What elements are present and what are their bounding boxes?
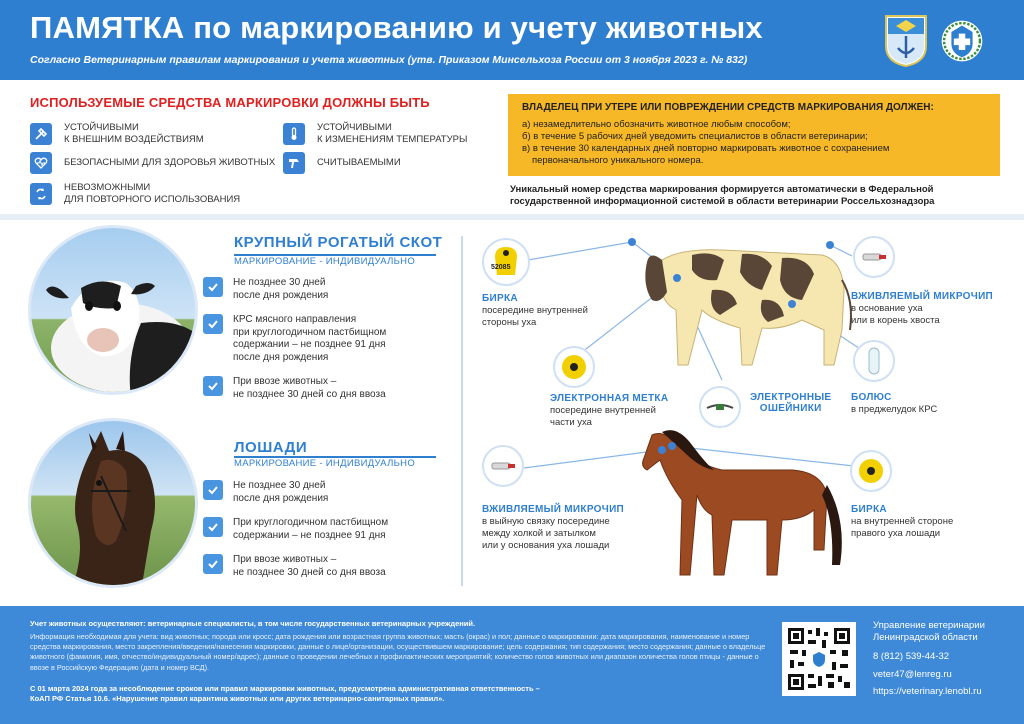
horse-tag-desc-line: на внутренней стороне — [851, 516, 954, 527]
cow-tag-title: БИРКА — [482, 293, 518, 304]
marker-dot — [826, 241, 834, 249]
horse-microchip-desc-line: между холкой и затылком — [482, 528, 596, 539]
thermometer-icon — [283, 123, 305, 145]
cattle-subtitle: МАРКИРОВАНИЕ - ИНДИВИДУАЛЬНО — [234, 256, 416, 267]
collars-title-line: ОШЕЙНИКИ — [759, 403, 822, 414]
horse-microchip-desc — [482, 516, 610, 552]
horses-rule — [203, 480, 328, 505]
cow-microchip-desc-line: или в корень хвоста — [851, 315, 940, 326]
footer-liability-note: С 01 марта 2024 года за несоблюдение сроков или правил маркировки животных, предусмотрена административная ответственность – — [30, 684, 540, 693]
horses-rule-line: При ввозе животных – — [233, 554, 337, 565]
bolus-title: БОЛЮС — [851, 392, 892, 403]
horses-rule-line: содержании – не позднее 91 дня — [233, 529, 386, 541]
cattle-rule — [203, 376, 386, 401]
horse-ear-tag-icon — [850, 450, 892, 492]
microchip-syringe-icon — [482, 445, 524, 487]
means-item-readable — [283, 152, 401, 174]
collars-title — [750, 392, 831, 414]
owner-duty: а) незамедлительно обозначить животное любым способом; — [522, 119, 791, 130]
electronic-tag-desc-line: посередине внутренней — [550, 405, 656, 416]
electronic-collar-icon — [699, 386, 741, 428]
cow-microchip-title: ВЖИВЛЯЕМЫЙ МИКРОЧИП — [851, 291, 994, 302]
footer-info-text: Информация необходимая для учета: вид животных; порода или кросс; дата рождения или возрастная группа животных; масть (окрас) и пол; данные о маркировании: дата маркирования, наименование и номер средства маркирования, место закрепления/введения/нанесения маркировки, данные о лице/организации, осуществившем маркирование; цель содержания; тип содержания; место содержания; данные о владельце животного (фамилия, имя, отчество/индивидуальный номер/адрес); данные о проведении лечебных и профилактических мероприятий; количество голов животных или диапазон количества голов птицы - данные о ввозе в Российскую Федерацию (дата и номер ВСД). — [30, 632, 766, 672]
means-line: НЕВОЗМОЖНЫМИ — [64, 182, 151, 193]
electronic-tag-icon — [553, 346, 595, 388]
checkmark-icon — [203, 314, 223, 334]
checkmark-icon — [203, 517, 223, 537]
owner-duty: б) в течение 5 рабочих дней уведомить специалистов в области ветеринарии; — [522, 131, 868, 142]
means-item-not-reusable — [30, 182, 240, 206]
scanner-icon — [283, 152, 305, 174]
veterinary-emblem-icon — [940, 14, 984, 68]
cattle-rule — [203, 314, 386, 364]
org-email[interactable]: veter47@lenreg.ru — [873, 669, 952, 680]
collars-title-line: ЭЛЕКТРОННЫЕ — [750, 392, 832, 403]
checkmark-icon — [203, 554, 223, 574]
horse-tag-title: БИРКА — [851, 504, 887, 515]
cow-microchip-desc-line: в основание уха — [851, 303, 923, 314]
recycle-icon — [30, 183, 52, 205]
electronic-tag-title: ЭЛЕКТРОННАЯ МЕТКА — [550, 393, 669, 404]
owner-duty: первоначального уникального номера. — [532, 155, 704, 166]
org-name-line: Ленинградской области — [873, 632, 978, 643]
cattle-rule-line: после дня рождения — [233, 351, 329, 363]
means-line: ДЛЯ ПОВТОРНОГО ИСПОЛЬЗОВАНИЯ — [64, 194, 241, 205]
horses-title: ЛОШАДИ — [234, 439, 308, 456]
cattle-rule-line: КРС мясного направления — [233, 314, 357, 325]
unique-number-note-line: Уникальный номер средства маркирования формируется автоматически в Федеральной — [510, 184, 934, 195]
horses-rule — [203, 554, 386, 579]
cattle-rule-line: при круглогодичном пастбищном — [233, 326, 387, 338]
checkmark-icon — [203, 480, 223, 500]
cattle-rule-line: содержании – не позднее 91 дня — [233, 339, 386, 350]
horse-microchip-desc-line: в выйную связку посередине — [482, 516, 610, 527]
owner-duties-title: ВЛАДЕЛЕЦ ПРИ УТЕРЕ ИЛИ ПОВРЕЖДЕНИИ СРЕДСТВ МАРКИРОВАНИЯ ДОЛЖЕН: — [522, 102, 934, 113]
bolus-icon — [853, 340, 895, 382]
horses-rule — [203, 517, 388, 542]
horse-tag-desc — [851, 516, 953, 540]
marker-dot — [788, 300, 796, 308]
horse-microchip-title: ВЖИВЛЯЕМЫЙ МИКРОЧИП — [482, 504, 625, 515]
marker-dot — [673, 274, 681, 282]
owner-duties-box — [508, 94, 1000, 176]
lenobl-coat-of-arms-icon — [884, 14, 928, 68]
means-item-safe — [30, 152, 275, 174]
heart-pulse-icon — [30, 152, 52, 174]
shield-tools-icon — [30, 123, 52, 145]
checkmark-icon — [203, 376, 223, 396]
means-line: УСТОЙЧИВЫМИ — [64, 122, 139, 133]
cow-tag-desc-line: стороны уха — [482, 317, 537, 328]
header-banner — [0, 0, 1024, 80]
unique-number-note — [510, 184, 1000, 208]
means-item-temperature — [283, 122, 467, 146]
horse-photo — [28, 418, 198, 588]
cattle-rule-line: При ввозе животных – — [233, 376, 337, 387]
electronic-tag-desc-line: части уха — [550, 417, 592, 428]
horses-rule-line: При круглогодичном пастбищном — [233, 517, 389, 528]
horses-rule-line: не позднее 30 дней со дня ввоза — [233, 566, 386, 578]
cow-diagram — [645, 250, 851, 365]
cow-microchip-desc — [851, 303, 940, 327]
microchip-syringe-icon — [853, 236, 895, 278]
means-line: СЧИТЫВАЕМЫМИ — [317, 157, 401, 168]
horse-microchip-desc-line: или у основания уха лошади — [482, 540, 610, 551]
cow-photo — [28, 225, 198, 395]
footer-accounting-note: Учет животных осуществляют: ветеринарные специалисты, в том числе государственных ветеринарных учреждений. — [30, 619, 476, 628]
horses-rule-line: после дня рождения — [233, 492, 329, 504]
cattle-rule-line: не позднее 30 дней со дня ввоза — [233, 388, 386, 400]
ear-tag-number: 52085 — [491, 264, 511, 271]
page-subtitle: Согласно Ветеринарным правилам маркирования и учета животных (утв. Приказом Минсельхоза России от 3 ноября 2023 г. № 832) — [30, 54, 748, 66]
cattle-rule — [203, 277, 328, 302]
means-line: УСТОЙЧИВЫМИ — [317, 122, 392, 133]
cow-tag-desc — [482, 305, 588, 329]
electronic-tag-desc — [550, 405, 656, 429]
means-title: ИСПОЛЬЗУЕМЫЕ СРЕДСТВА МАРКИРОВКИ ДОЛЖНЫ БЫТЬ — [30, 95, 430, 110]
cattle-rule-line: Не позднее 30 дней — [233, 277, 326, 288]
marker-dot — [668, 442, 676, 450]
means-line: К ИЗМЕНЕНИЯМ ТЕМПЕРАТУРЫ — [317, 134, 468, 145]
cow-tag-desc-line: посередине внутренней — [482, 305, 588, 316]
org-name-line: Управление ветеринарии — [873, 620, 985, 631]
means-line: К ВНЕШНИМ ВОЗДЕЙСТВИЯМ — [64, 134, 204, 145]
horse-diagram — [643, 430, 842, 575]
bolus-desc: в преджелудок КРС — [851, 404, 938, 415]
org-name — [873, 620, 985, 644]
marker-dot — [628, 238, 636, 246]
horse-tag-desc-line: правого уха лошади — [851, 528, 941, 539]
checkmark-icon — [203, 277, 223, 297]
marker-dot — [658, 446, 666, 454]
footer-law-article: КоАП РФ Статья 10.6. «Нарушение правил карантина животных или других ветеринарно-санитарных правил». — [30, 694, 445, 703]
means-item-external — [30, 122, 204, 146]
cattle-rule-line: после дня рождения — [233, 289, 329, 301]
horses-subtitle: МАРКИРОВАНИЕ - ИНДИВИДУАЛЬНО — [234, 458, 416, 469]
horses-rule-line: Не позднее 30 дней — [233, 480, 326, 491]
cattle-title: КРУПНЫЙ РОГАТЫЙ СКОТ — [234, 234, 443, 251]
means-line: БЕЗОПАСНЫМИ ДЛЯ ЗДОРОВЬЯ ЖИВОТНЫХ — [64, 157, 276, 168]
unique-number-note-line: государственной информационной системой в области ветеринарии Россельхознадзора — [510, 196, 935, 207]
qr-code[interactable] — [782, 622, 856, 696]
ear-tag-icon — [482, 238, 530, 286]
owner-duty: в) в течение 30 календарных дней повторно маркировать животное с сохранением — [522, 143, 890, 154]
page-title: ПАМЯТКА по маркированию и учету животных — [30, 10, 763, 45]
org-phone[interactable]: 8 (812) 539-44-32 — [873, 651, 950, 662]
org-website[interactable]: https://veterinary.lenobl.ru — [873, 686, 982, 697]
